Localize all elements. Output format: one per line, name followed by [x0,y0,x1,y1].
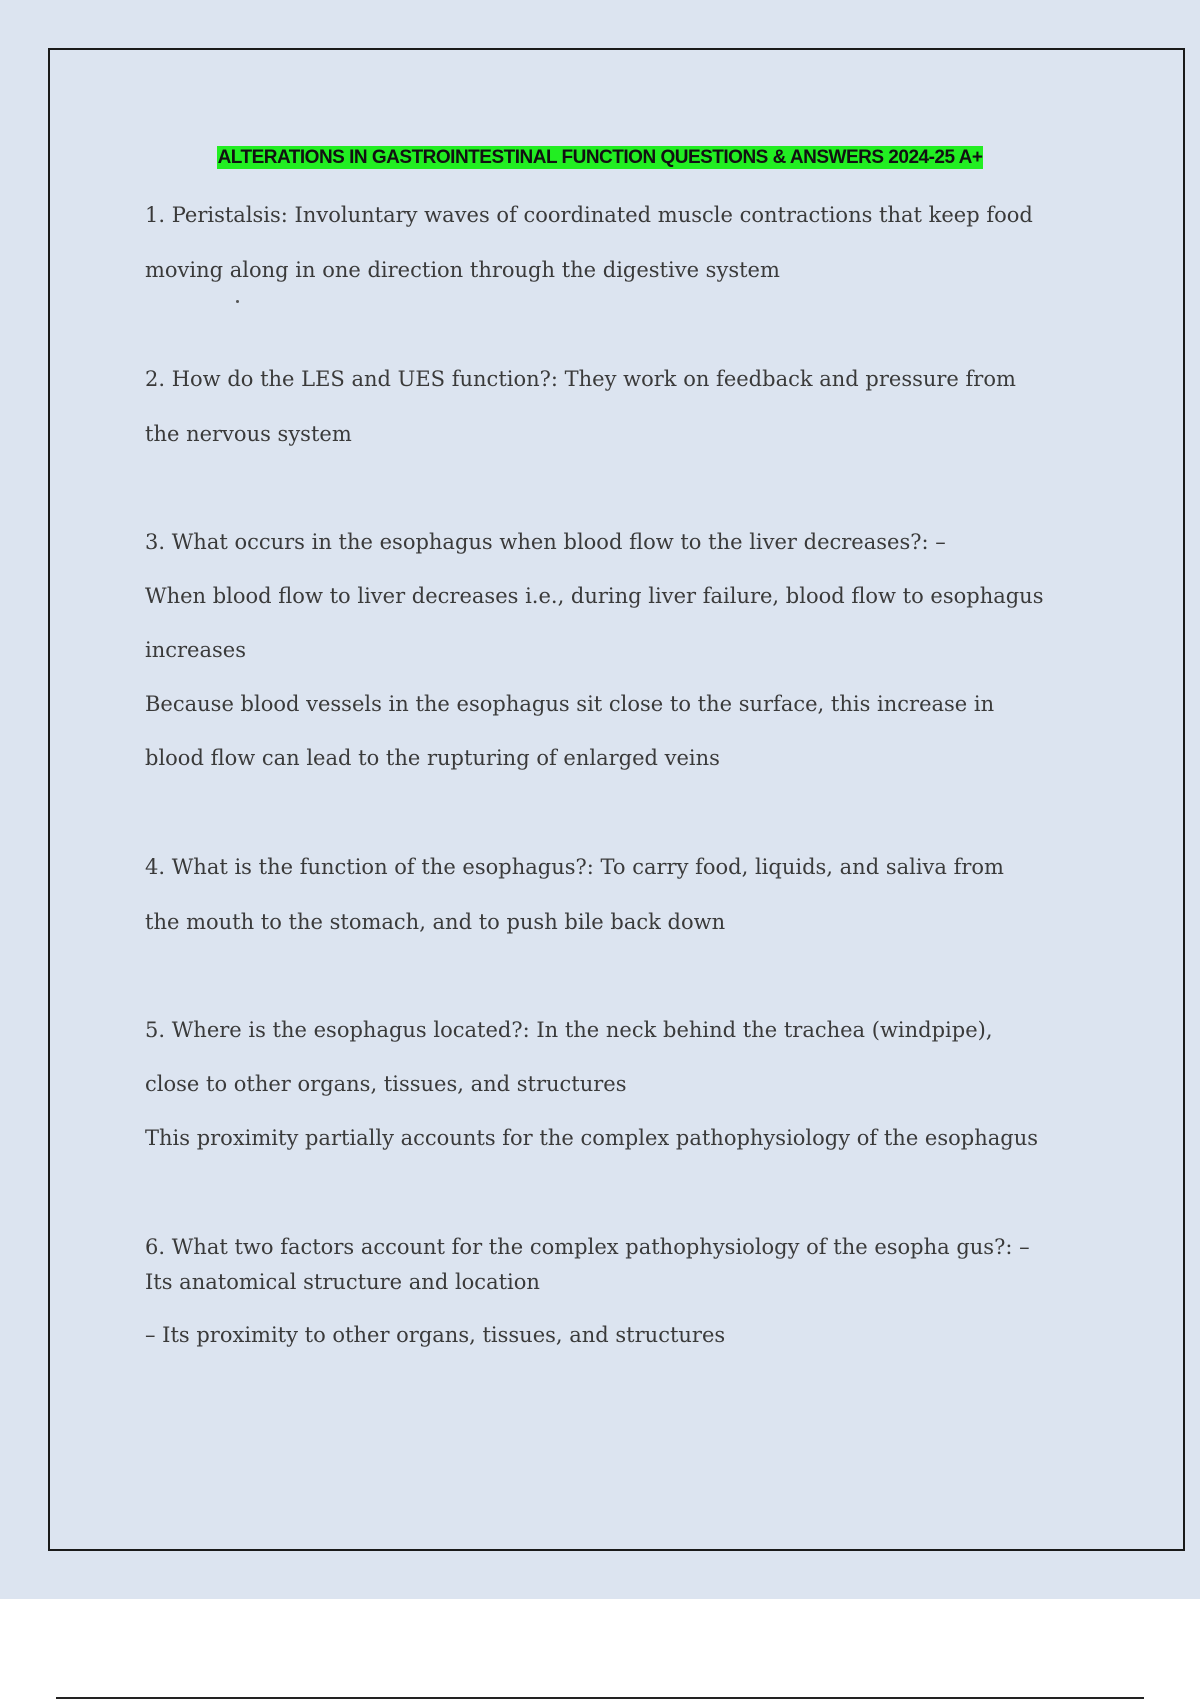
document-title-highlight: ALTERATIONS IN GASTROINTESTINAL FUNCTION QUESTIONS & ANSWERS 2024-25 A+ [217,147,983,168]
qa-6-line-2: Its anatomical structure and location [145,1270,540,1294]
qa-5-line-1: 5. Where is the esophagus located?: In the neck behind the trachea (windpipe), [145,1018,993,1042]
qa-3-line-2: When blood flow to liver decreases i.e., during liver failure, blood flow to esophagus [145,584,1044,608]
qa-3-line-4: Because blood vessels in the esophagus sit close to the surface, this increase in [145,692,995,716]
qa-2-line-2: the nervous system [145,422,352,446]
qa-6-line-3: – Its proximity to other organs, tissues, and structures [145,1323,726,1347]
qa-3-line-1: 3. What occurs in the esophagus when blood flow to the liver decreases?: – [145,530,946,554]
document-title [0,146,1200,170]
qa-3-line-5: blood flow can lead to the rupturing of enlarged veins [145,746,720,770]
qa-5-line-2: close to other organs, tissues, and structures [145,1072,627,1096]
qa-6-line-1: 6. What two factors account for the complex pathophysiology of the esopha gus?: – [145,1235,1030,1259]
qa-5-line-3: This proximity partially accounts for the complex pathophysiology of the esophagus [145,1126,1039,1150]
qa-4-line-1: 4. What is the function of the esophagus?: To carry food, liquids, and saliva from [145,855,1004,879]
footer-rule [56,1697,1144,1699]
qa-3-line-3: increases [145,638,246,662]
qa-1-line-2: moving along in one direction through the digestive system [145,258,780,282]
qa-4-line-2: the mouth to the stomach, and to push bile back down [145,910,726,934]
qa-2-line-1: 2. How do the LES and UES function?: They work on feedback and pressure from [145,367,1016,391]
stray-dot [236,300,239,303]
qa-1-line-1: 1. Peristalsis: Involuntary waves of coordinated muscle contractions that keep food [145,203,1033,227]
